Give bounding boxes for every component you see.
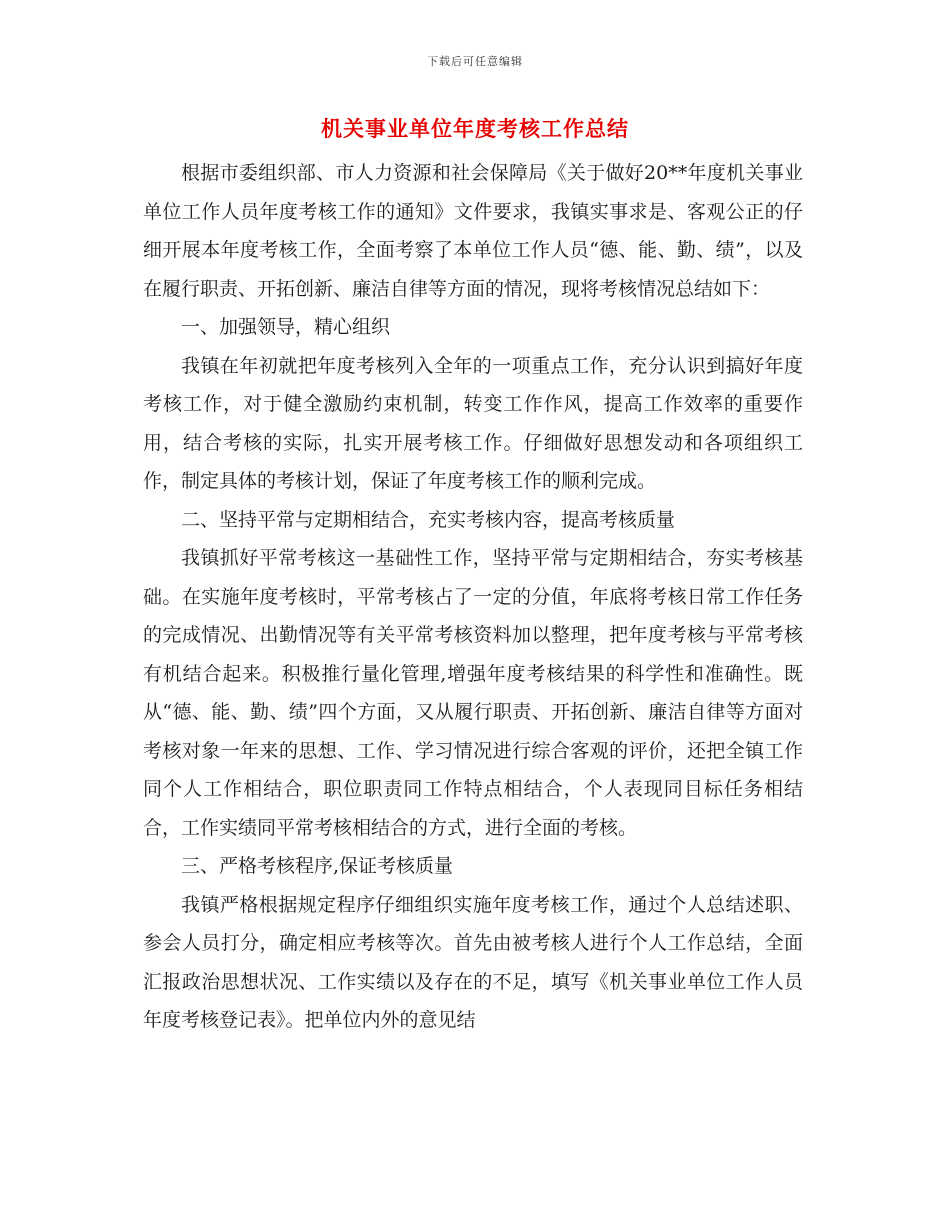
- document-body: [143, 154, 803, 1040]
- section-heading-2: 二、坚持平常与定期相结合，充实考核内容，提高考核质量: [181, 508, 676, 531]
- section-1-paragraph: 我镇在年初就把年度考核列入全年的一项重点工作，充分认识到搞好年度考核工作，对于健全激励约束机制，转变工作作风，提高工作效率的重要作用，结合考核的实际，扎实开展考核工作。仔细做好思想发动和各项组织工作，制定具体的考核计划，保证了年度考核工作的顺利完成。: [143, 354, 803, 492]
- document-title: 机关事业单位年度考核工作总结: [321, 116, 629, 141]
- section-heading-1: 一、加强领导，精心组织: [181, 316, 391, 338]
- section-2-paragraph: 我镇抓好平常考核这一基础性工作，坚持平常与定期相结合，夯实考核基础。在实施年度考核时，平常考核占了一定的分值，年底将考核日常工作任务的完成情况、出勤情况等有关平常考核资料加以整理，把年度考核与平常考核有机结合起来。积极推行量化管理,增强年度考核结果的科学性和准确性。既从“德、能、勤、绩”四个方面，又从履行职责、开拓创新、廉洁自律等方面对考核对象一年来的思想、工作、学习情况进行综合客观的评价，还把全镇工作同个人工作相结合，职位职责同工作特点相结合，个人表现同目标任务相结合，工作实绩同平常考核相结合的方式，进行全面的考核。: [143, 547, 803, 839]
- header-note: 下载后可任意编辑: [427, 55, 523, 68]
- section-heading-3: 三、严格考核程序,保证考核质量: [181, 855, 454, 877]
- section-3-paragraph: 我镇严格根据规定程序仔细组织实施年度考核工作，通过个人总结述职、参会人员打分，确定相应考核等次。首先由被考核人进行个人工作总结，全面汇报政治思想状况、工作实绩以及存在的不足，填写《机关事业单位工作人员年度考核登记表》。把单位内外的意见结: [143, 893, 803, 1031]
- intro-paragraph: 根据市委组织部、市人力资源和社会保障局《关于做好20**年度机关事业单位工作人员年度考核工作的通知》文件要求，我镇实事求是、客观公正的仔细开展本年度考核工作，全面考察了本单位工作人员“德、能、勤、绩”，以及在履行职责、开拓创新、廉洁自律等方面的情况，现将考核情况总结如下：: [143, 162, 803, 300]
